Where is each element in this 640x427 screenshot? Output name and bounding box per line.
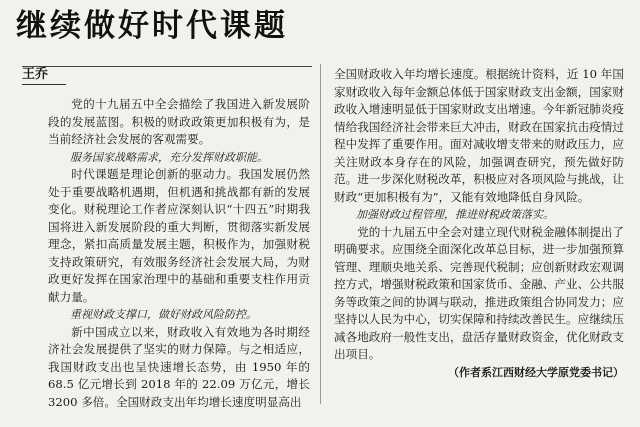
headline: 继续做好时代课题 <box>16 8 288 44</box>
author-note: （作者系江西财经大学原党委书记） <box>448 365 624 379</box>
subheading: 服务国家战略需求，充分发挥财政职能。 <box>70 150 268 164</box>
subheading: 加强财政过程管理，推进财税政策落实。 <box>356 208 554 221</box>
column-divider <box>320 64 321 404</box>
author-byline: 王乔 <box>22 67 49 82</box>
left-column <box>48 96 310 411</box>
paragraph: 时代课题是理论创新的驱动力。我国发展仍然处于重要战略机遇期，但机遇和挑战都有新的发展变化。财税理论工作者应深刻认识“十四五”时期我国将进入新发展阶段的重大判断，贯彻落实新发展理念，紧扣高质量发展主题，积极作为，加强财税支持政策研究，有效服务经济社会发展大局，为财政更好发挥在国家治理中的基础和重要支柱作用贡献力量。 <box>48 167 310 304</box>
paragraph-continued: 全国财政收入年均增长速度。根据统计资料，近 10 年国家财政收入每年金额总体低于国家财政支出金额，国家财政收入增速明显低于国家财政支出增速。今年新冠肺炎疫情给我国经济社会带来巨大冲击，财政在国家抗击疫情过程中发挥了重要作用。面对减收增支带来的财政压力，应关注财政本身存在的风险，加强调查研究，预先做好防范。进一步深化财税改革，积极应对各项风险与挑战，让财政“更加积极有为”，又能有效地降低自身风险。 <box>334 67 624 204</box>
title-rule <box>22 66 312 67</box>
paragraph: 党的十九届五中全会描绘了我国进入新发展阶段的发展蓝图。积极的财政政策更加积极有为，是当前经济社会发展的客观需要。 <box>48 97 310 146</box>
author-underline <box>22 84 66 85</box>
right-column <box>334 66 624 381</box>
paragraph: 新中国成立以来，财政收入有效地为各时期经济社会发展提供了坚实的财力保障。与之相适应，我国财政支出也呈快速增长态势，由 1950 年的 68.5 亿元增长到 2018 年的 22.09 万亿元，增长 3200 多倍。全国财政支出年均增长速度明显高出 <box>48 324 310 409</box>
paragraph: 党的十九届五中全会对建立现代财税金融体制提出了明确要求。应围绕全面深化改革总目标，进一步加强预算管理、理顺央地关系、完善现代税制；应创新财政宏观调控方式，增强财税政策和国家货币、金融、产业、公共服务等政策之间的协调与联动，推进政策组合协同发力；应坚持以人民为中心，切实保障和持续改善民生。应继续压减各地政府一般性支出，盘活存量财政资金，优化财政支出项目。 <box>334 224 624 361</box>
subheading: 重视财政支撑口，做好财政风险防控。 <box>70 308 257 321</box>
